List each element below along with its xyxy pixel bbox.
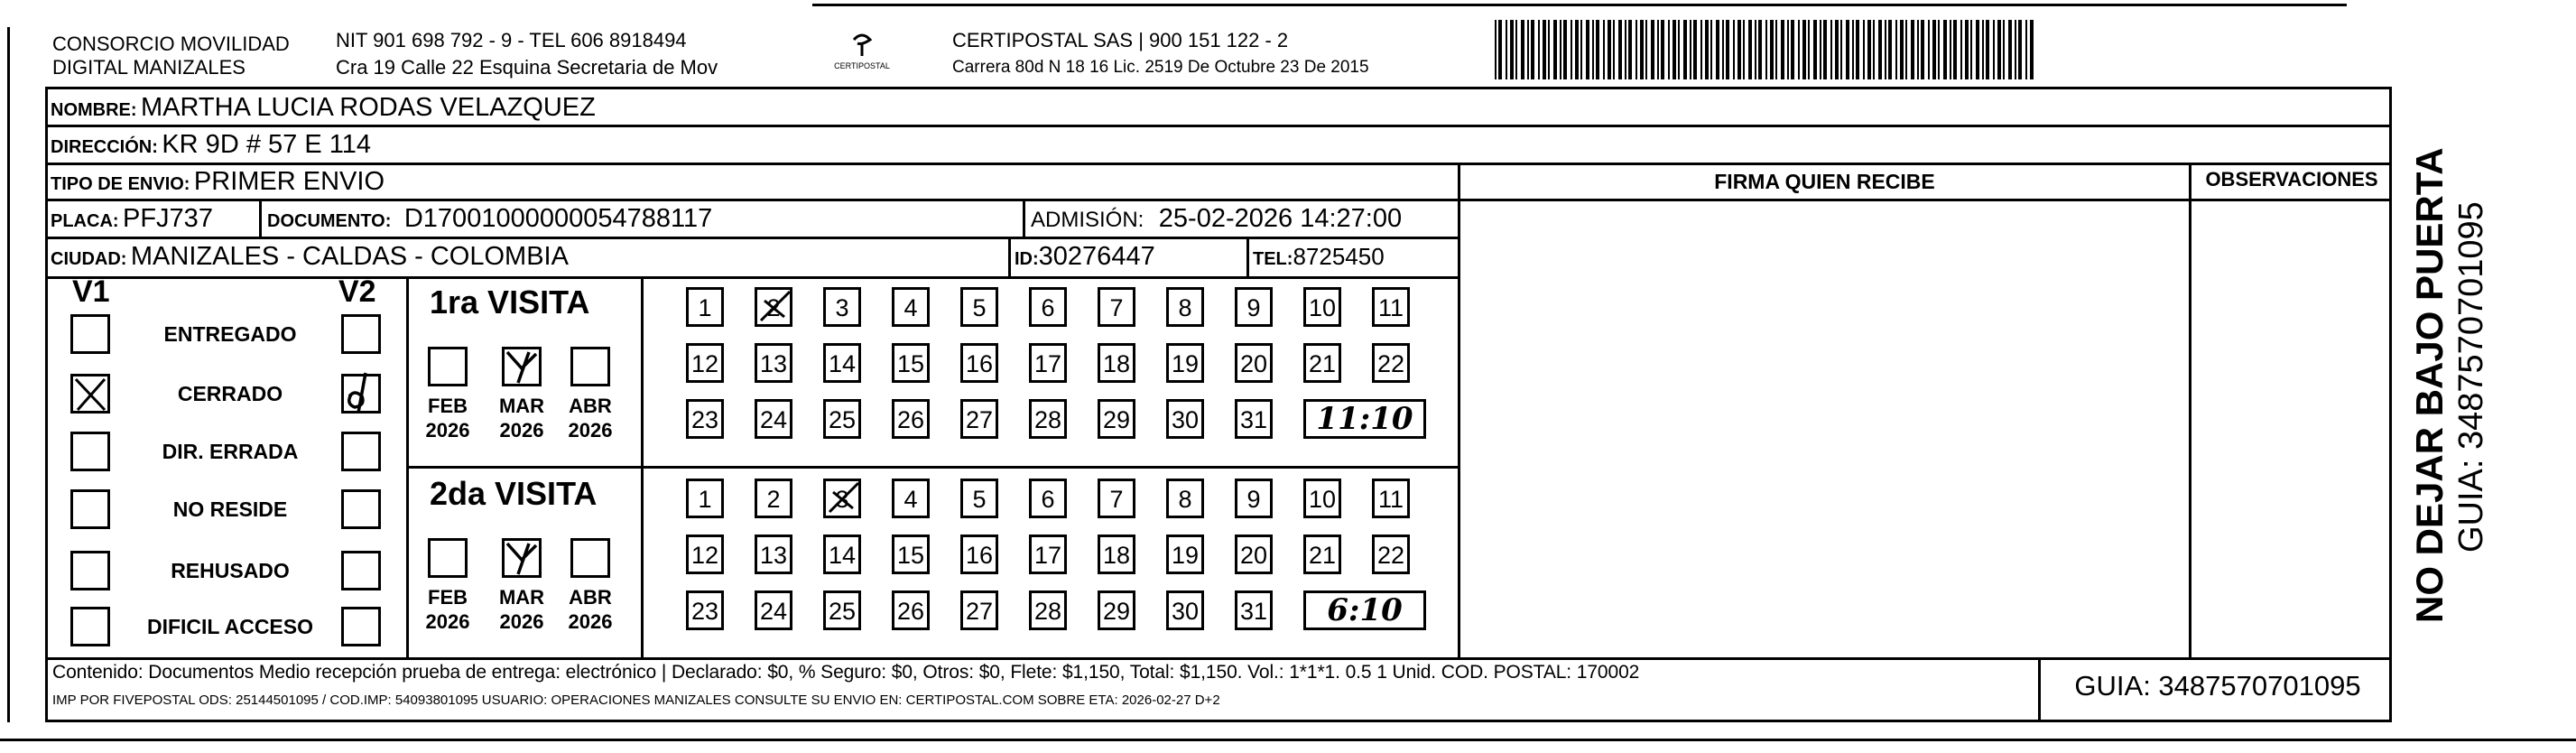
day-box[interactable]	[892, 343, 930, 383]
visits-divider	[406, 466, 1458, 469]
direccion-value: KR 9D # 57 E 114	[162, 130, 371, 159]
day-box[interactable]	[892, 287, 930, 327]
day-number: 21	[1308, 542, 1337, 569]
x-check-mark	[70, 374, 110, 414]
day-box[interactable]	[892, 535, 930, 574]
id-label: ID:	[1015, 249, 1039, 269]
day-box[interactable]	[1029, 535, 1067, 574]
day-box[interactable]	[1235, 399, 1273, 439]
day-number: 2	[766, 486, 781, 513]
day-number: 9	[1246, 486, 1261, 513]
left-margin-line	[7, 27, 10, 722]
nombre-value: MARTHA LUCIA RODAS VELAZQUEZ	[141, 93, 596, 122]
column-header-divider	[1458, 199, 2392, 201]
day-box[interactable]	[1235, 590, 1273, 630]
day-box[interactable]	[1372, 535, 1410, 574]
day-number: 4	[903, 294, 918, 321]
company-name-line2: DIGITAL MANIZALES	[52, 56, 246, 79]
day-box[interactable]	[1235, 343, 1273, 383]
day-box[interactable]	[1372, 479, 1410, 518]
tel-value: 8725450	[1293, 243, 1385, 270]
month-year: 2026	[425, 419, 470, 442]
nombre-row	[51, 92, 596, 127]
day-box[interactable]	[686, 343, 724, 383]
direccion-label: DIRECCIÓN:	[51, 137, 158, 157]
day-number: 12	[690, 350, 719, 377]
nit-line: NIT 901 698 792 - 9 - TEL 606 8918494	[336, 29, 687, 51]
day-box[interactable]	[1235, 287, 1273, 327]
day-number: 18	[1102, 542, 1131, 569]
footer-imp: IMP POR FIVEPOSTAL ODS: 25144501095 / COD.IMP: 54093801095 USUARIO: OPERACIONES MANIZALES CONSULTE SU ENVIO EN: CERTIPOSTAL.COM SOBRE ETA: 2026-02-27 D+2	[52, 693, 1220, 708]
v1-checkbox[interactable]	[70, 432, 110, 471]
day-box[interactable]	[755, 535, 792, 574]
day-box[interactable]	[1029, 479, 1067, 518]
v2-checkbox[interactable]	[341, 374, 381, 414]
v1-checkbox[interactable]	[70, 607, 110, 646]
day-number: 28	[1033, 598, 1062, 625]
tel-divider	[1246, 237, 1249, 276]
day-box[interactable]	[960, 343, 998, 383]
day-number: 30	[1171, 406, 1200, 433]
day-number: 8	[1178, 294, 1192, 321]
day-box[interactable]	[1166, 343, 1204, 383]
day-number: 16	[965, 542, 994, 569]
day-number: 9	[1246, 294, 1261, 321]
handwritten-time: 11:10	[1316, 401, 1413, 437]
day-box[interactable]	[892, 479, 930, 518]
day-number: 11	[1377, 486, 1404, 513]
address-line: Cra 19 Calle 22 Esquina Secretaria de Mov	[336, 56, 718, 79]
day-number: 25	[828, 598, 857, 625]
side-guia: GUIA: 3487570701095	[2452, 201, 2490, 553]
day-number: 22	[1376, 350, 1405, 377]
tipo-envio-value: PRIMER ENVIO	[193, 167, 385, 196]
day-number: 8	[1178, 486, 1192, 513]
month-label	[420, 585, 476, 634]
day-number: 22	[1376, 542, 1405, 569]
ciudad-label: CIUDAD:	[51, 249, 127, 269]
month-name: FEB	[428, 586, 468, 609]
firma-column-divider	[1458, 163, 1460, 657]
status-label: REHUSADO	[171, 559, 290, 582]
month-label	[494, 394, 550, 442]
time-box[interactable]	[1303, 399, 1426, 439]
obs-column-divider	[2189, 163, 2191, 657]
day-box[interactable]	[1098, 590, 1135, 630]
logo-caption: CERTIPOSTAL	[834, 61, 890, 70]
placa-value: PFJ737	[123, 204, 213, 233]
day-box[interactable]	[755, 343, 792, 383]
day-box[interactable]	[686, 287, 724, 327]
company-name-line1: CONSORCIO MOVILIDAD	[52, 33, 290, 55]
v1-label: V1	[72, 274, 110, 309]
observaciones-header: OBSERVACIONES	[2205, 168, 2378, 191]
v1-checkbox[interactable]	[70, 551, 110, 590]
status-label: DIR. ERRADA	[162, 440, 299, 463]
day-box[interactable]	[755, 590, 792, 630]
day-number: 20	[1239, 542, 1268, 569]
day-box[interactable]	[1303, 479, 1341, 518]
certipostal-logo-icon	[830, 27, 894, 81]
day-number: 2	[766, 294, 781, 321]
month-year: 2026	[568, 419, 613, 442]
day-number: 24	[759, 406, 788, 433]
month-label	[562, 394, 618, 442]
day-box[interactable]	[1166, 535, 1204, 574]
visit-title: 1ra VISITA	[430, 284, 590, 321]
day-number: 23	[690, 406, 719, 433]
day-number: 17	[1033, 350, 1062, 377]
v2-label: V2	[338, 274, 376, 309]
status-label: DIFICIL ACCESO	[146, 615, 313, 638]
top-edge	[812, 4, 2347, 6]
day-number: 14	[828, 542, 857, 569]
day-box[interactable]	[686, 479, 724, 518]
v1-checkbox[interactable]	[70, 314, 110, 354]
day-number: 11	[1377, 294, 1404, 321]
day-number: 3	[835, 294, 849, 321]
row-divider	[45, 276, 1458, 279]
v1-checkbox[interactable]	[70, 489, 110, 529]
month-label	[562, 585, 618, 634]
day-box[interactable]	[1235, 535, 1273, 574]
day-number: 10	[1308, 294, 1337, 321]
day-box[interactable]	[823, 287, 861, 327]
day-box[interactable]	[1098, 343, 1135, 383]
day-box[interactable]	[755, 399, 792, 439]
day-box[interactable]	[823, 535, 861, 574]
ciudad-value: MANIZALES - CALDAS - COLOMBIA	[130, 242, 569, 271]
handwritten-check-mark	[502, 347, 542, 386]
day-number: 31	[1239, 406, 1268, 433]
day-number: 7	[1109, 294, 1124, 321]
time-box[interactable]	[1303, 590, 1426, 630]
handwritten-time: 6:10	[1327, 592, 1403, 628]
month-name: FEB	[428, 395, 468, 417]
day-number: 25	[828, 406, 857, 433]
status-label: CERRADO	[177, 382, 283, 405]
day-number: 16	[965, 350, 994, 377]
day-box[interactable]	[755, 287, 792, 327]
admision-divider	[1023, 199, 1025, 237]
side-warning: NO DEJAR BAJO PUERTA	[2408, 147, 2451, 623]
placa-label: PLACA:	[51, 211, 119, 231]
certipostal-line1: CERTIPOSTAL SAS | 900 151 122 - 2	[952, 29, 1289, 51]
day-box[interactable]	[1166, 399, 1204, 439]
month-checkbox[interactable]	[502, 347, 542, 386]
documento-row	[267, 203, 712, 238]
certipostal-logo	[830, 27, 894, 81]
day-number: 14	[828, 350, 857, 377]
row-divider	[45, 163, 2392, 165]
day-number: 3	[835, 486, 849, 513]
day-box[interactable]	[960, 399, 998, 439]
status-label: NO RESIDE	[172, 497, 288, 521]
v1-checkbox[interactable]	[70, 374, 110, 414]
day-number: 15	[896, 542, 925, 569]
day-number: 19	[1171, 350, 1200, 377]
footer-guia-divider	[2038, 657, 2041, 722]
direccion-row	[51, 129, 371, 164]
day-box[interactable]	[1029, 343, 1067, 383]
tel-row	[1253, 241, 1385, 276]
day-number: 31	[1239, 598, 1268, 625]
day-box[interactable]	[1372, 343, 1410, 383]
day-box[interactable]	[823, 479, 861, 518]
day-number: 15	[896, 350, 925, 377]
month-name: ABR	[569, 395, 612, 417]
signature-area[interactable]	[1464, 202, 2186, 654]
id-divider	[1008, 237, 1011, 276]
admision-label: ADMISIÓN:	[1031, 208, 1144, 232]
month-checkbox[interactable]	[570, 538, 610, 578]
footer-guia: GUIA: 3487570701095	[2074, 670, 2361, 702]
barcode-image	[1495, 20, 2036, 79]
day-number: 5	[972, 294, 987, 321]
day-box[interactable]	[1098, 399, 1135, 439]
day-number: 18	[1102, 350, 1131, 377]
day-number: 1	[698, 486, 712, 513]
v2-checkbox[interactable]	[341, 607, 381, 646]
day-box[interactable]	[960, 479, 998, 518]
day-number: 13	[759, 542, 788, 569]
documento-label: DOCUMENTO:	[267, 211, 392, 231]
day-number: 30	[1171, 598, 1200, 625]
day-number: 5	[972, 486, 987, 513]
month-year: 2026	[499, 610, 544, 633]
month-checkbox[interactable]	[428, 538, 468, 578]
visit-title: 2da VISITA	[430, 475, 598, 512]
month-checkbox[interactable]	[570, 347, 610, 386]
status-label: ENTREGADO	[163, 322, 297, 346]
day-box[interactable]	[892, 399, 930, 439]
day-number: 6	[1041, 486, 1055, 513]
day-box[interactable]	[960, 590, 998, 630]
id-value: 30276447	[1038, 242, 1155, 271]
day-number: 20	[1239, 350, 1268, 377]
v2-checkbox[interactable]	[341, 489, 381, 529]
handwritten-check-mark	[502, 538, 542, 578]
tel-label: TEL:	[1253, 249, 1293, 269]
tipo-envio-label: TIPO DE ENVIO:	[51, 174, 190, 194]
month-year: 2026	[499, 419, 544, 442]
day-number: 12	[690, 542, 719, 569]
day-box[interactable]	[1098, 479, 1135, 518]
month-name: MAR	[498, 586, 545, 609]
certipostal-line2: Carrera 80d N 18 16 Lic. 2519 De Octubre 23 De 2015	[952, 58, 1369, 77]
day-box[interactable]	[1029, 287, 1067, 327]
placa-divider	[259, 199, 262, 237]
day-number: 7	[1109, 486, 1124, 513]
day-number: 1	[698, 294, 712, 321]
tipo-envio-row	[51, 166, 385, 201]
day-box[interactable]	[1303, 535, 1341, 574]
observations-area[interactable]	[2194, 202, 2389, 654]
day-number: 28	[1033, 406, 1062, 433]
admision-row	[1031, 203, 1402, 238]
placa-row	[51, 203, 213, 238]
day-box[interactable]	[1098, 535, 1135, 574]
day-number: 13	[759, 350, 788, 377]
day-number: 17	[1033, 542, 1062, 569]
footer-contenido: Contenido: Documentos Medio recepción prueba de entrega: electrónico | Declarado: $0, % Seguro: $0, Otros: $0, Flete: $1,150, Total: $1,150. Vol.: 1*1*1. 0.5 1 Unid. COD. POSTAL: 170002	[52, 662, 1640, 683]
day-number: 10	[1308, 486, 1337, 513]
day-number: 27	[965, 406, 994, 433]
day-box[interactable]	[1166, 590, 1204, 630]
day-number: 4	[903, 486, 918, 513]
admision-value: 25-02-2026 14:27:00	[1158, 204, 1403, 233]
day-box[interactable]	[686, 590, 724, 630]
day-box[interactable]	[1235, 479, 1273, 518]
v2-checkbox[interactable]	[341, 432, 381, 471]
month-year: 2026	[568, 610, 613, 633]
v2-checkbox[interactable]	[341, 314, 381, 354]
month-year: 2026	[425, 610, 470, 633]
documento-value: D17001000000054788117	[403, 204, 713, 233]
day-number: 27	[965, 598, 994, 625]
day-box[interactable]	[1303, 343, 1341, 383]
day-box[interactable]	[892, 590, 930, 630]
day-box[interactable]	[1372, 287, 1410, 327]
day-box[interactable]	[1098, 287, 1135, 327]
day-box[interactable]	[755, 479, 792, 518]
day-box[interactable]	[960, 535, 998, 574]
day-number: 19	[1171, 542, 1200, 569]
day-number: 26	[896, 598, 925, 625]
v2-checkbox[interactable]	[341, 551, 381, 590]
day-number: 24	[759, 598, 788, 625]
day-box[interactable]	[1029, 399, 1067, 439]
month-label	[494, 585, 550, 634]
day-number: 21	[1308, 350, 1337, 377]
day-box[interactable]	[1029, 590, 1067, 630]
barcode	[1495, 20, 2036, 79]
day-box[interactable]	[1303, 287, 1341, 327]
ciudad-row	[51, 241, 569, 276]
day-box[interactable]	[823, 399, 861, 439]
id-row	[1015, 241, 1155, 276]
month-days-divider	[641, 276, 644, 657]
handwritten-check-mark	[338, 369, 387, 418]
day-box[interactable]	[823, 590, 861, 630]
month-checkbox[interactable]	[502, 538, 542, 578]
day-number: 29	[1102, 598, 1131, 625]
day-number: 6	[1041, 294, 1055, 321]
day-box[interactable]	[823, 343, 861, 383]
day-number: 29	[1102, 406, 1131, 433]
day-box[interactable]	[1166, 287, 1204, 327]
month-name: MAR	[498, 395, 545, 417]
day-box[interactable]	[1166, 479, 1204, 518]
month-checkbox[interactable]	[428, 347, 468, 386]
day-box[interactable]	[686, 535, 724, 574]
month-label	[420, 394, 476, 442]
firma-header: FIRMA QUIEN RECIBE	[1714, 170, 1935, 193]
day-box[interactable]	[686, 399, 724, 439]
day-number: 26	[896, 406, 925, 433]
day-box[interactable]	[960, 287, 998, 327]
month-name: ABR	[569, 586, 612, 609]
day-number: 23	[690, 598, 719, 625]
nombre-label: NOMBRE:	[51, 100, 137, 120]
bottom-edge	[0, 739, 2576, 741]
